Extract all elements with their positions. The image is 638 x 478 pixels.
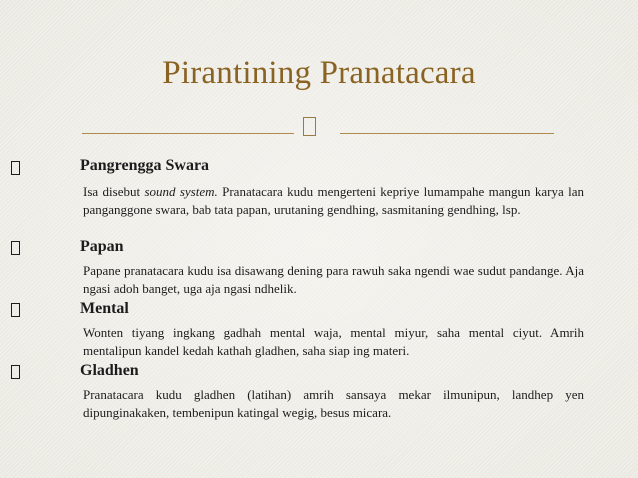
- slide-title: Pirantining Pranatacara: [162, 55, 476, 91]
- body-prefix: Isa disebut: [83, 184, 145, 199]
- section-heading: Pangrengga Swara: [80, 157, 210, 174]
- title-divider-right: [340, 133, 554, 134]
- bullet-icon: [11, 303, 20, 317]
- body-rest: Pranatacara kudu mengerteni kepriye lumampahe mangun karya lan panganggone swara, bab tata papan, urutaning gendhing, sasmitaning gendhing, lsp.: [83, 184, 584, 217]
- title-divider-left: [82, 133, 294, 134]
- bullet-icon: [11, 161, 20, 175]
- section-heading: Papan: [80, 238, 124, 255]
- section-body: Papane pranatacara kudu isa disawang dening para rawuh saka ngendi wae sudut pandange. Aja ngasi adoh banget, uga aja ngasi ndhelik.: [83, 263, 584, 296]
- bullet-icon: [11, 365, 20, 379]
- bullet-icon: [11, 241, 20, 255]
- section-body: Wonten tiyang ingkang gadhah mental waja, mental miyur, saha mental ciyut. Amrih mentalipun kandel kedah kathah gladhen, saha siap ing materi.: [83, 325, 584, 358]
- divider-ornament-icon: [303, 117, 316, 136]
- section-body: Pranatacara kudu gladhen (latihan) amrih sansaya mekar ilmunipun, landhep yen dipunginakaken, tembenipun katingal wegig, besus micara.: [83, 387, 584, 420]
- body-italic-term: sound system.: [144, 184, 218, 199]
- section-body: [83, 183, 584, 219]
- section-heading: Mental: [80, 300, 129, 317]
- section-heading: Gladhen: [80, 362, 139, 379]
